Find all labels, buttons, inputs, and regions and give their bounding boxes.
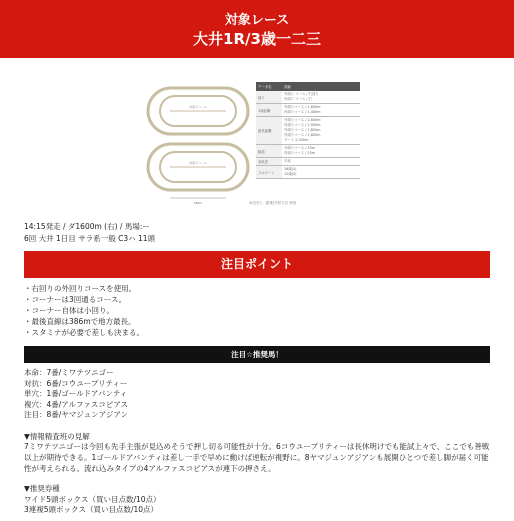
race-info-meet: 6回 大井 1日目 サラ系一般 C3ハ 11頭 (24, 234, 156, 243)
list-item: ・最後直線は386mで地方最長。 (24, 317, 136, 326)
table-row (256, 145, 360, 158)
table-row (256, 104, 360, 117)
straight-label: 386m (193, 201, 203, 205)
table-key: 周り (256, 91, 282, 104)
list-item: ワイド5頭ボックス（買い目点数/10点） (24, 494, 161, 504)
course-data-table (256, 82, 360, 179)
list-item: 3連複5頭ボックス（買い目点数/10点） (24, 505, 159, 514)
analysis-text: 7ミワテツニゴーは今回も先手主張が見込めそうで押し切る可能性が十分。6コウユープリティーは長休明けでも能試上々で、ここでも善戦以上が期待できる。1ゴールドアバンティは差し一手で早めに動けば逆転が視野に。8ヤマジュンアジアンも展開ひとつで差し脚が届く可能性が考えられる。流れ込みタイプの4アルファスコピアスが連下の押さえ。 (24, 442, 490, 473)
table-value: 外周りコース / 1,600m 内周りコース / 1,400m (282, 104, 360, 117)
banner-race-name: 大井1R/3歳一二三 (193, 30, 321, 48)
list-item: 本命：7番/ミワテツニゴー (24, 368, 114, 377)
list-item: 注目：8番/ヤマジュンアジアン (24, 410, 129, 419)
list-item: 対抗：6番/コウユープリティー (24, 378, 128, 388)
race-info (24, 221, 155, 245)
upper-course-label: 外回りコース (189, 105, 207, 109)
picks-list (24, 368, 128, 421)
points-list (24, 283, 144, 338)
table-key: 幅員 (256, 145, 282, 158)
list-item: 単穴：1番/ゴールドアバンティ (24, 389, 128, 398)
banner-title: 対象レース (224, 13, 290, 28)
table-key: フルゲート (256, 166, 282, 179)
upper-track (148, 88, 248, 134)
table-key: 1周距離 (256, 104, 282, 117)
map-footnote: ※右回り、縦乗/外回り共 使用 (249, 201, 297, 205)
table-header-cell: データ名 (256, 82, 282, 91)
table-value: 外周りコース / 2,600m 内周りコース / 2,000m 外周りコース / 1,800m 内周りコース / 1,600m ダート 2,000m (282, 117, 360, 145)
table-row (256, 158, 360, 166)
table-value: 平坦 (282, 158, 360, 166)
list-item: ・スタミナが必要で差しも決まる。 (24, 328, 144, 337)
table-row (256, 91, 360, 104)
list-item: ・右回りの外回りコースを使用。 (24, 284, 137, 293)
points-heading: 注目ポイント (24, 251, 490, 278)
table-header-row (256, 82, 360, 91)
lower-course-label: 内回りコース (189, 161, 207, 165)
race-info-time: 14:15発走 / ダ1600m (右) / 馬場:ー (24, 222, 150, 231)
list-item: 複穴：4番/アルファスコピアス (24, 399, 129, 409)
table-key: 最長距離 (256, 117, 282, 145)
table-row (256, 166, 360, 179)
course-map (140, 80, 256, 210)
tickets-section (24, 484, 161, 516)
tickets-title: ▼推奨券種 (24, 484, 60, 493)
table-value: 外周りコース / 25m 内周りコース / 25m (282, 145, 360, 158)
pick-heading: 注目☆推奨馬！ (24, 346, 490, 363)
table-key: 高低差 (256, 158, 282, 166)
table-value: 16頭(1) 12頭(2) (282, 166, 360, 179)
list-item: ・コーナーは3回通るコース。 (24, 295, 127, 304)
table-value: 外周り コース / 右回り 内周り コース / 右 (282, 91, 360, 104)
list-item: ・コーナー自体は小回り。 (24, 306, 114, 315)
lower-track (148, 144, 248, 205)
analysis-title: ▼情報精査班の見解 (24, 432, 90, 441)
table-header-cell: 詳細 (282, 82, 360, 91)
race-banner (0, 0, 514, 58)
table-row (256, 117, 360, 145)
